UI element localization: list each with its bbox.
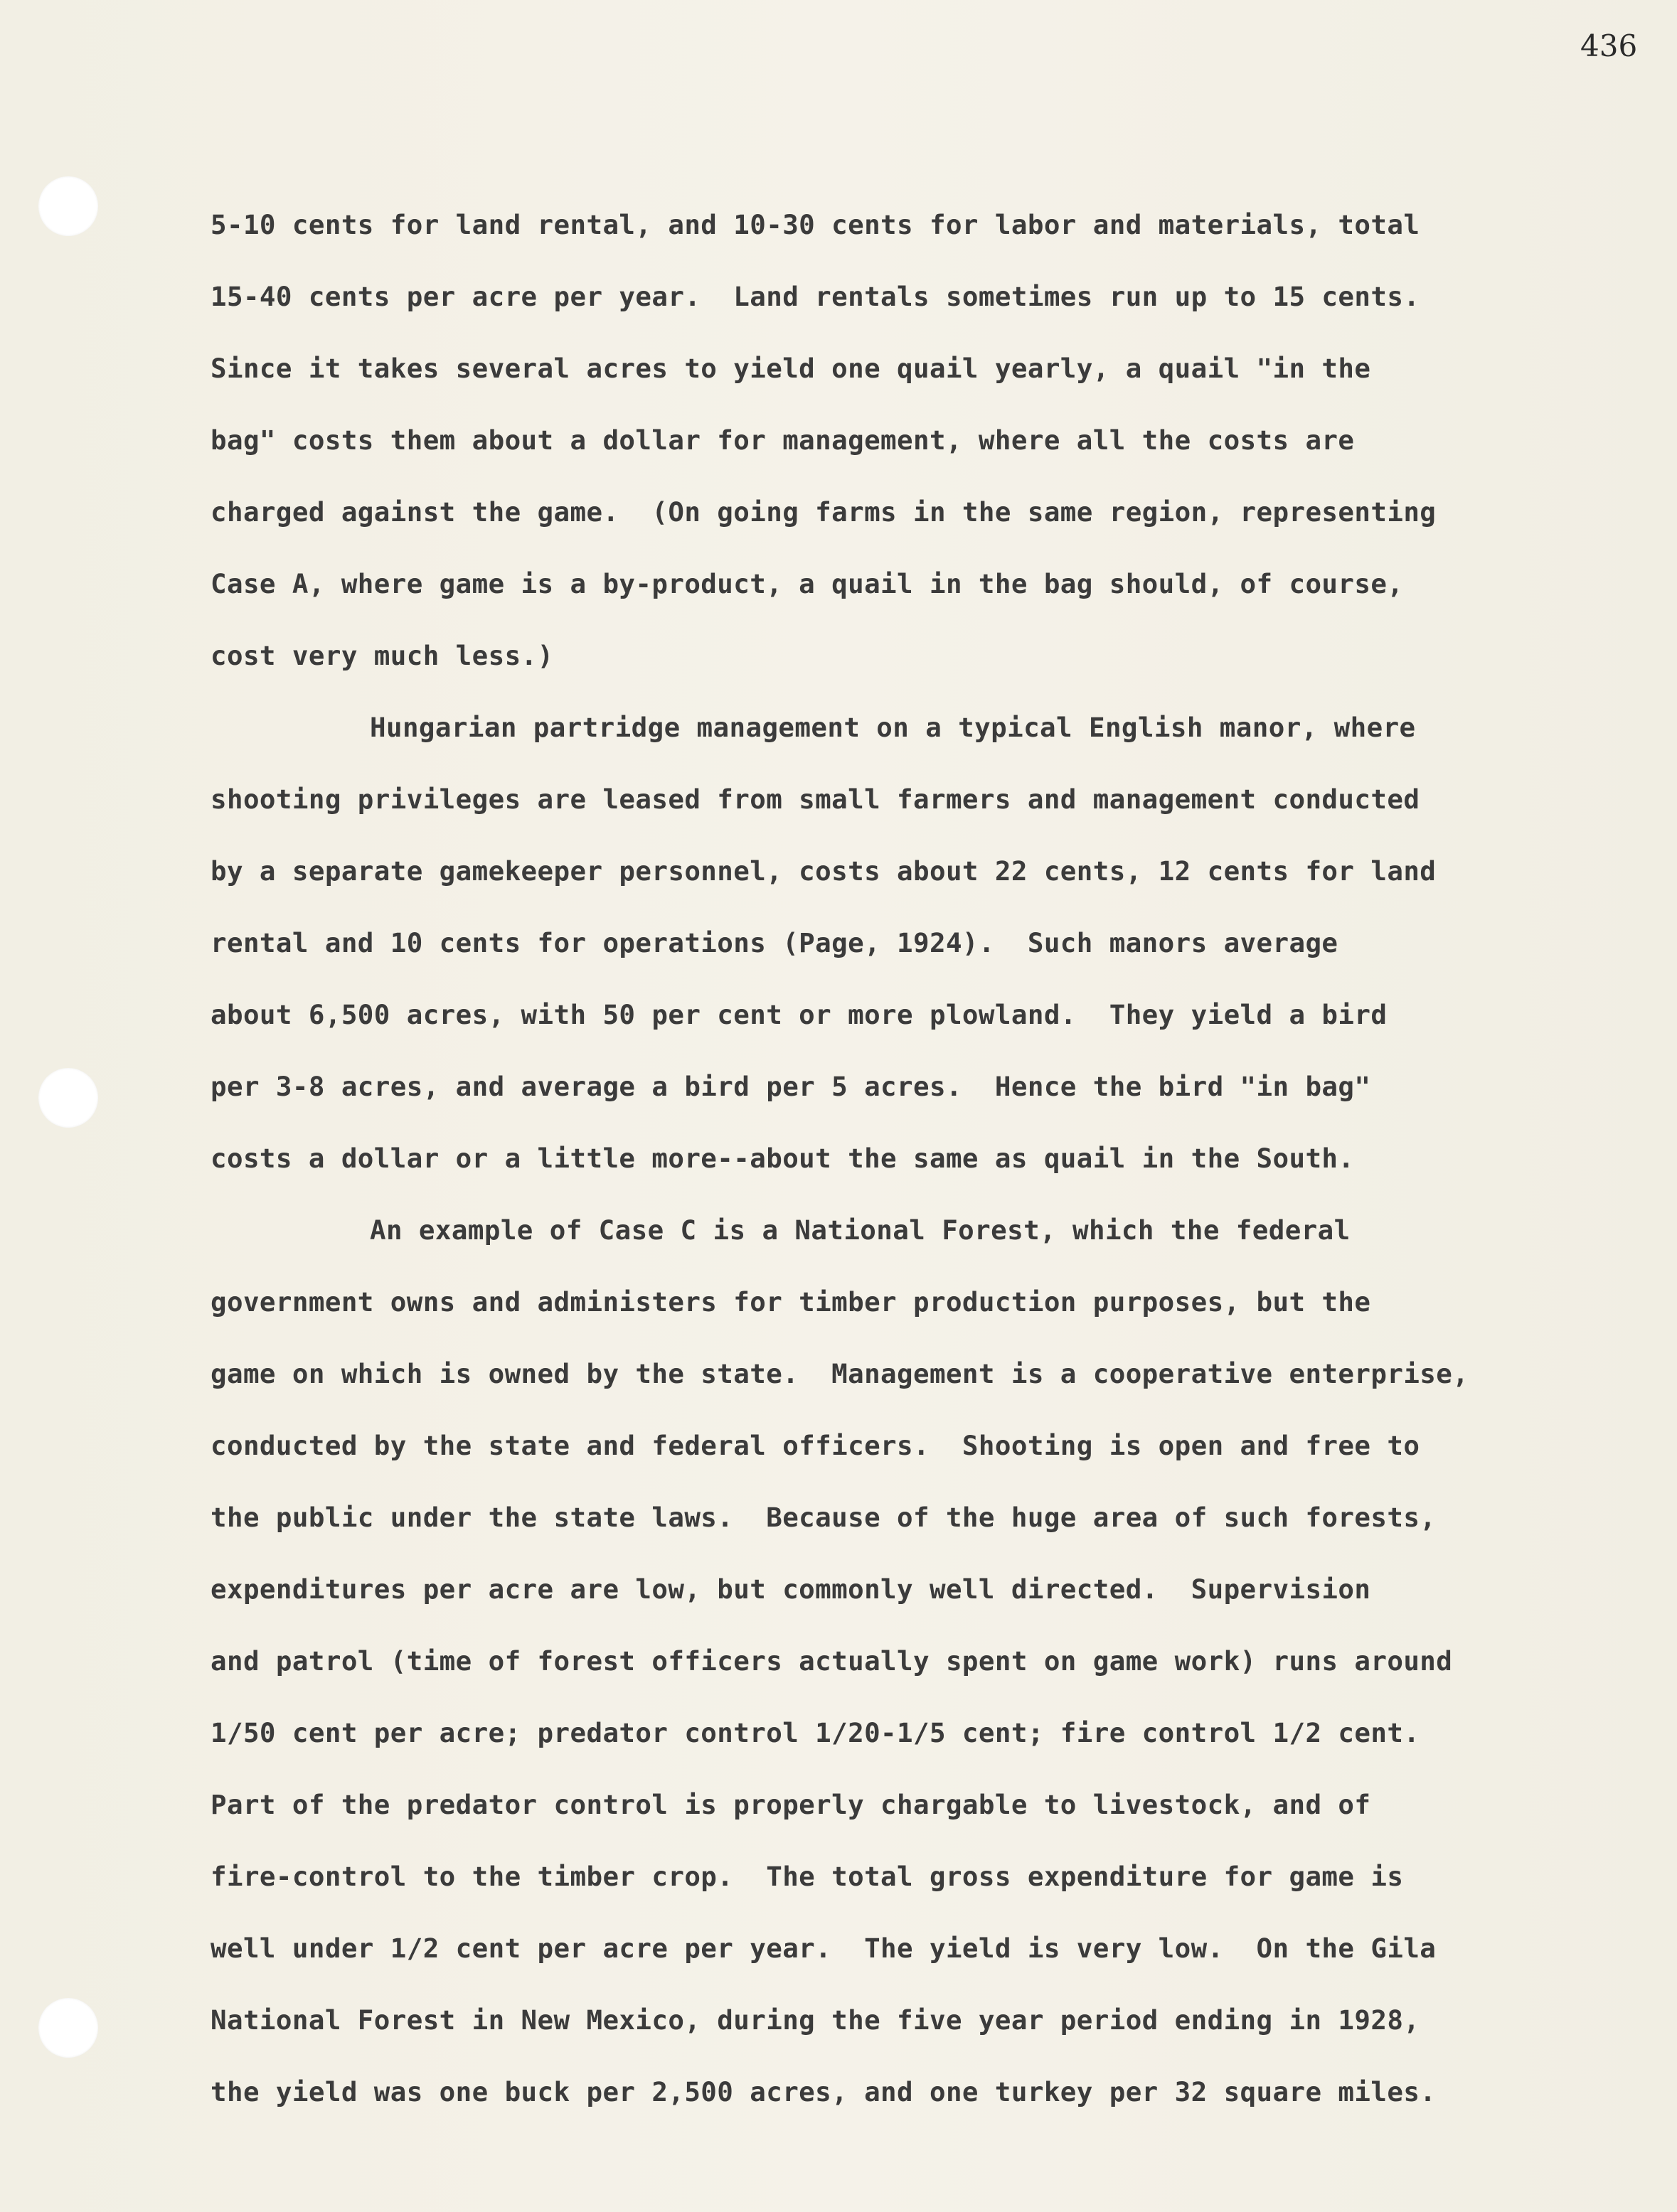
punch-hole (38, 1068, 98, 1128)
text-line: cost very much less.) (211, 640, 554, 671)
text-line: bag" costs them about a dollar for management, where all the costs are (211, 424, 1355, 456)
text-line: the public under the state laws. Because of the huge area of such forests, (211, 1502, 1437, 1533)
text-line: conducted by the state and federal officers. Shooting is open and free to (211, 1430, 1420, 1461)
punch-hole (38, 1998, 98, 2058)
text-line: 15-40 cents per acre per year. Land rentals sometimes run up to 15 cents. (211, 281, 1420, 312)
text-line: charged against the game. (On going farms in the same region, representing (211, 496, 1437, 528)
text-line: 1/50 cent per acre; predator control 1/20-1/5 cent; fire control 1/2 cent. (211, 1717, 1420, 1748)
text-line: shooting privileges are leased from small farmers and management conducted (211, 784, 1420, 815)
page-number: 436 (1580, 28, 1638, 63)
text-line: per 3-8 acres, and average a bird per 5 acres. Hence the bird "in bag" (211, 1071, 1371, 1102)
punch-hole (38, 176, 98, 236)
text-line: and patrol (time of forest officers actually spent on game work) runs around (211, 1645, 1453, 1677)
text-line: fire-control to the timber crop. The total gross expenditure for game is (211, 1861, 1404, 1892)
text-line: rental and 10 cents for operations (Page, 1924). Such manors average (211, 927, 1338, 958)
typed-text-body (211, 189, 1604, 2128)
text-line: about 6,500 acres, with 50 per cent or more plowland. They yield a bird (211, 999, 1388, 1030)
text-line: expenditures per acre are low, but commonly well directed. Supervision (211, 1573, 1371, 1605)
paragraph-start-line: Hungarian partridge management on a typical English manor, where (370, 712, 1416, 743)
text-line: by a separate gamekeeper personnel, costs about 22 cents, 12 cents for land (211, 855, 1437, 887)
text-line: 5-10 cents for land rental, and 10-30 cents for labor and materials, total (211, 209, 1420, 240)
text-line: Since it takes several acres to yield one quail yearly, a quail "in the (211, 353, 1371, 384)
paragraph-start-line: An example of Case C is a National Forest, which the federal (370, 1214, 1351, 1246)
text-line: the yield was one buck per 2,500 acres, and one turkey per 32 square miles. (211, 2076, 1437, 2107)
text-line: game on which is owned by the state. Management is a cooperative enterprise, (211, 1358, 1469, 1389)
text-line: well under 1/2 cent per acre per year. The yield is very low. On the Gila (211, 1933, 1437, 1964)
text-line: Part of the predator control is properly chargable to livestock, and of (211, 1789, 1371, 1820)
text-line: National Forest in New Mexico, during the five year period ending in 1928, (211, 2004, 1420, 2036)
text-line: Case A, where game is a by-product, a quail in the bag should, of course, (211, 568, 1404, 599)
text-line: costs a dollar or a little more--about the same as quail in the South. (211, 1143, 1355, 1174)
text-line: government owns and administers for timber production purposes, but the (211, 1286, 1371, 1318)
